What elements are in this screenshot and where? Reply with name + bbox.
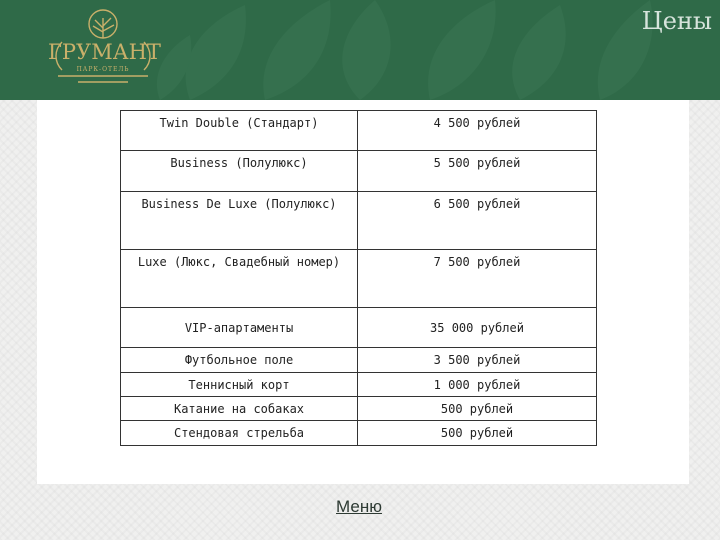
service-price: 3 500 рублей (358, 348, 597, 373)
header-bar (0, 0, 720, 100)
table-row (121, 151, 597, 192)
page-title: Цены (641, 7, 712, 35)
service-name: Twin Double (Стандарт) (121, 111, 358, 151)
service-name: Business De Luxe (Полулюкс) (121, 192, 358, 250)
table-row (121, 373, 597, 397)
service-name: Теннисный корт (121, 373, 358, 397)
service-price: 5 500 рублей (358, 151, 597, 192)
service-price: 500 рублей (358, 421, 597, 446)
service-price: 500 рублей (358, 397, 597, 421)
menu-link[interactable]: Меню (336, 497, 382, 516)
service-name: Стендовая стрельба (121, 421, 358, 446)
service-name: Luxe (Люкс, Свадебный номер) (121, 250, 358, 308)
content-panel (37, 100, 689, 484)
service-name: VIP-апартаменты (121, 308, 358, 348)
service-name: Футбольное поле (121, 348, 358, 373)
service-price: 35 000 рублей (358, 308, 597, 348)
service-price: 4 500 рублей (358, 111, 597, 151)
price-table (120, 110, 597, 446)
table-row (121, 308, 597, 348)
table-row (121, 250, 597, 308)
service-price: 7 500 рублей (358, 250, 597, 308)
table-row (121, 397, 597, 421)
service-name: Катание на собаках (121, 397, 358, 421)
table-row (121, 421, 597, 446)
table-row (121, 111, 597, 151)
logo-subtitle: ПАРК-ОТЕЛЬ (76, 66, 130, 73)
grumant-logo (48, 6, 161, 88)
service-name: Business (Полулюкс) (121, 151, 358, 192)
service-price: 1 000 рублей (358, 373, 597, 397)
service-price: 6 500 рублей (358, 192, 597, 250)
table-row (121, 348, 597, 373)
logo-wordmark: ГРУМАНТ (48, 40, 161, 64)
table-row (121, 192, 597, 250)
